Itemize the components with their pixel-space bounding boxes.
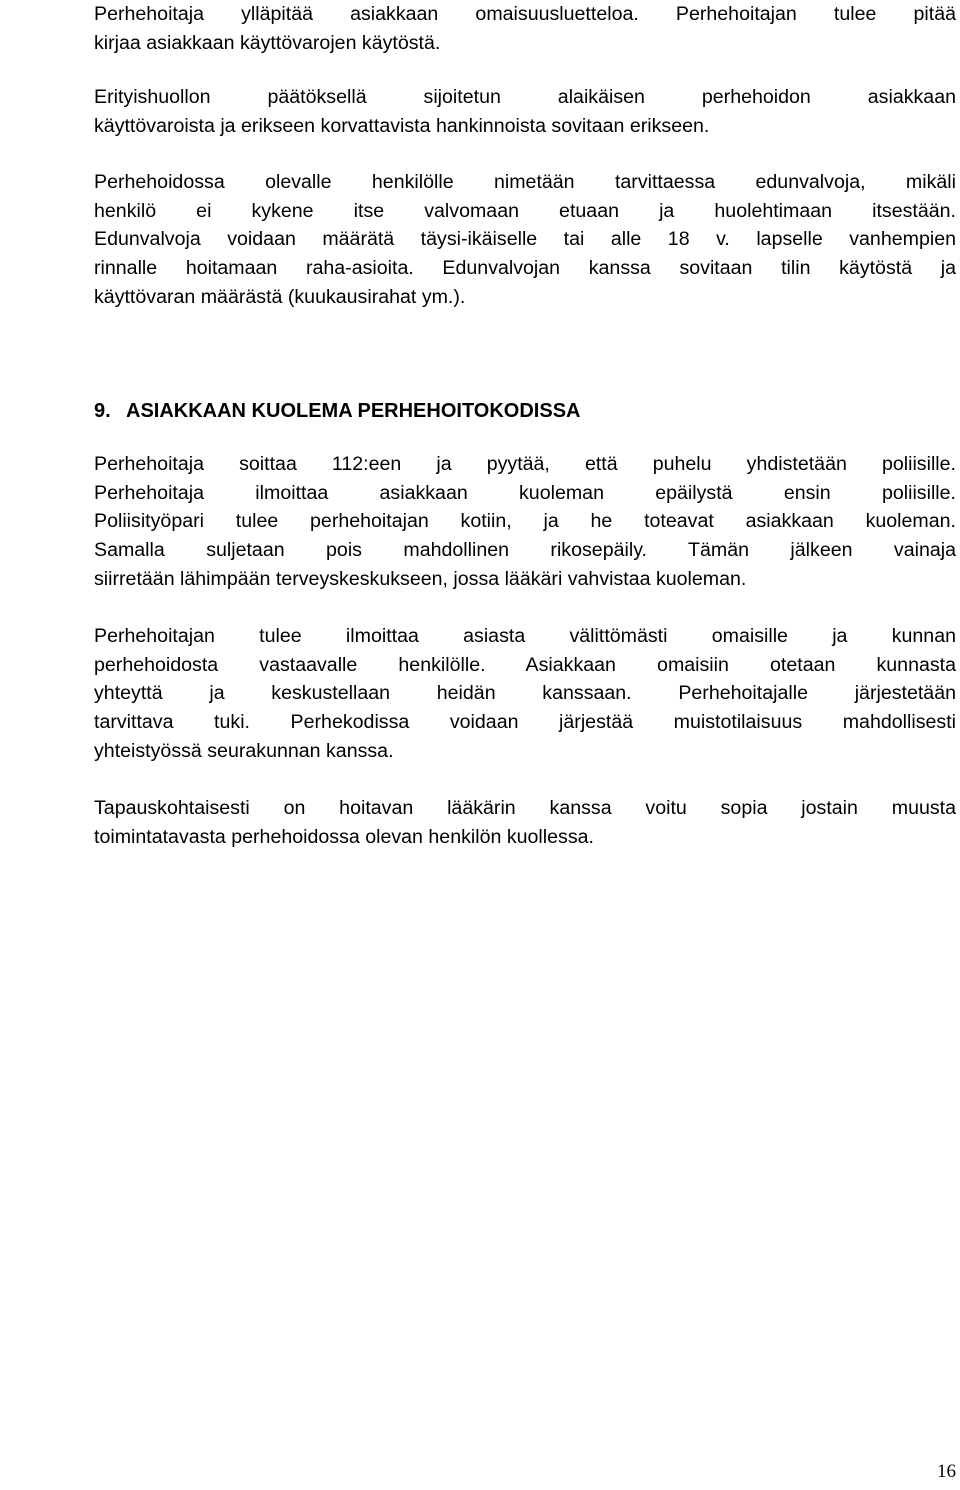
paragraph-minor-allowances (94, 83, 956, 140)
text-line: käyttövaroista ja erikseen korvattavista hankinnoista sovitaan erikseen. (94, 114, 710, 137)
text-line: Perhehoitaja ylläpitää asiakkaan omaisuusluetteloa. Perhehoitajan tulee pitää (94, 3, 956, 25)
text-line: kirjaa asiakkaan käyttövarojen käytöstä. (94, 31, 441, 54)
text-line: Perhehoitajan tulee ilmoittaa asiasta välittömästi omaisille ja kunnan (94, 625, 956, 647)
text-line: Samalla suljetaan pois mahdollinen rikosepäily. Tämän jälkeen vainaja (94, 539, 956, 562)
section-number: 9. (94, 400, 111, 422)
text-line: Poliisityöpari tulee perhehoitajan kotiin, ja he toteavat asiakkaan kuoleman. (94, 510, 956, 533)
text-line: tarvittava tuki. Perhekodissa voidaan järjestää muistotilaisuus mahdollisesti (94, 711, 956, 734)
text-line: toimintatavasta perhehoidossa olevan henkilön kuollessa. (94, 825, 594, 848)
text-line: Perhehoidossa olevalle henkilölle nimetään tarvittaessa edunvalvoja, mikäli (94, 171, 956, 193)
text-line: siirretään lähimpään terveyskeskukseen, jossa lääkäri vahvistaa kuoleman. (94, 567, 747, 590)
text-line: Edunvalvoja voidaan määrätä täysi-ikäiselle tai alle 18 v. lapselle vanhempien (94, 228, 956, 251)
paragraph-guardian (94, 168, 956, 311)
text-line: Perhehoitaja ilmoittaa asiakkaan kuoleman epäilystä ensin poliisille. (94, 481, 956, 504)
text-line: henkilö ei kykene itse valvomaan etuaan ja huolehtimaan itsestään. (94, 199, 956, 222)
text-line: käyttövaran määrästä (kuukausirahat ym.). (94, 285, 466, 308)
paragraph-case-by-case (94, 794, 956, 851)
text-line: Erityishuollon päätöksellä sijoitetun alaikäisen perhehoidon asiakkaan (94, 86, 956, 108)
text-line: rinnalle hoitamaan raha-asioita. Edunvalvojan kanssa sovitaan tilin käytöstä ja (94, 257, 956, 280)
text-line: yhteyttä ja keskustellaan heidän kanssaan. Perhehoitajalle järjestetään (94, 682, 956, 705)
paragraph-property-list (94, 0, 956, 57)
paragraph-notify-relatives (94, 622, 956, 765)
paragraph-death-procedure (94, 450, 956, 593)
text-line: Tapauskohtaisesti on hoitavan lääkärin kanssa voitu sopia jostain muusta (94, 797, 956, 819)
page-number: 16 (937, 1461, 956, 1482)
text-line: Perhehoitaja soittaa 112:een ja pyytää, että puhelu yhdistetään poliisille. (94, 453, 956, 475)
text-line: perhehoidosta vastaavalle henkilölle. Asiakkaan omaisiin otetaan kunnasta (94, 653, 956, 676)
section-title: ASIAKKAAN KUOLEMA PERHEHOITOKODISSA (126, 400, 581, 422)
text-line: yhteistyössä seurakunnan kanssa. (94, 739, 394, 762)
section-heading (94, 396, 580, 426)
